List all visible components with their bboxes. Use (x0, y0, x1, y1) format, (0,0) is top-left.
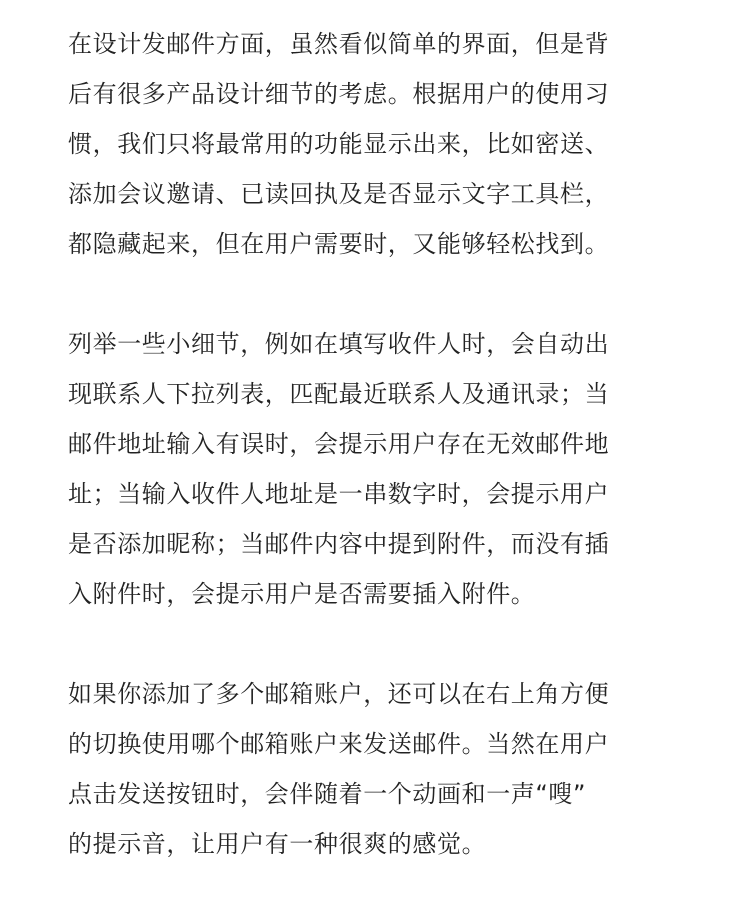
paragraph-line: 添加会议邀请、已读回执及是否显示文字工具栏， (68, 180, 610, 208)
paragraph-line: 惯，我们只将最常用的功能显示出来，比如密送、 (68, 130, 610, 158)
paragraph-line: 是否添加昵称；当邮件内容中提到附件，而没有插 (68, 530, 610, 558)
paragraph-line: 邮件地址输入有误时，会提示用户存在无效邮件地 (68, 430, 610, 458)
paragraph-line: 的切换使用哪个邮箱账户来发送邮件。当然在用户 (68, 730, 610, 758)
paragraph-small-details (68, 319, 660, 619)
paragraph-line: 的提示音，让用户有一种很爽的感觉。 (68, 830, 487, 858)
paragraph-line: 都隐藏起来，但在用户需要时，又能够轻松找到。 (68, 230, 610, 258)
paragraph-line: 如果你添加了多个邮箱账户，还可以在右上角方便 (68, 680, 610, 708)
paragraph-line: 现联系人下拉列表，匹配最近联系人及通讯录；当 (68, 380, 610, 408)
paragraph-line: 列举一些小细节，例如在填写收件人时，会自动出 (68, 330, 610, 358)
article-body (68, 19, 660, 919)
paragraph-line: 在设计发邮件方面，虽然看似简单的界面，但是背 (68, 30, 610, 58)
paragraph-multiple-accounts (68, 669, 660, 869)
paragraph-line: 址；当输入收件人地址是一串数字时，会提示用户 (68, 480, 610, 508)
paragraph-line: 点击发送按钮时，会伴随着一个动画和一声“嗖” (68, 780, 587, 808)
paragraph-send-mail-design (68, 19, 660, 269)
paragraph-line: 入附件时，会提示用户是否需要插入附件。 (68, 580, 536, 608)
paragraph-line: 后有很多产品设计细节的考虑。根据用户的使用习 (68, 80, 610, 108)
